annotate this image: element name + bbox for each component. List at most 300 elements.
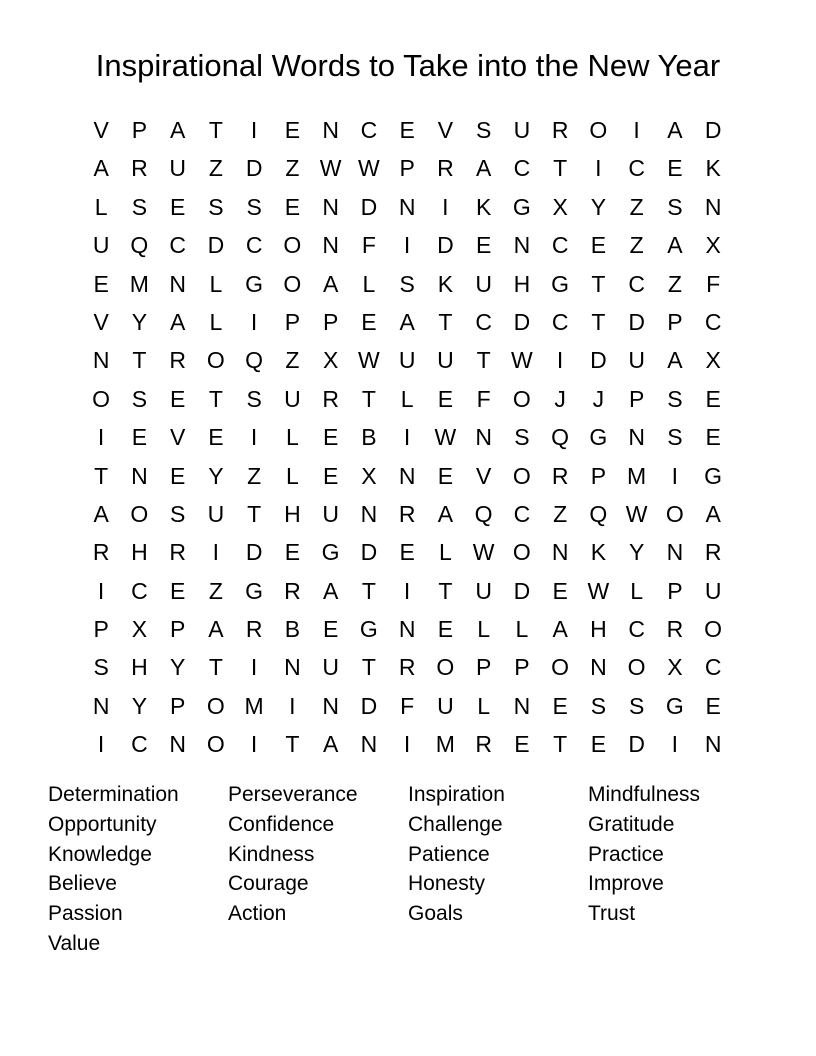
grid-letter[interactable]: X bbox=[552, 193, 568, 220]
grid-letter[interactable]: I bbox=[97, 577, 105, 604]
grid-letter[interactable]: A bbox=[705, 500, 721, 527]
grid-letter[interactable]: T bbox=[208, 117, 223, 143]
puzzle-title: Inspirational Words to Take into the New Year bbox=[95, 48, 721, 83]
grid-letter[interactable]: T bbox=[438, 577, 453, 604]
grid-letter[interactable]: N bbox=[169, 270, 186, 297]
grid-letter[interactable]: G bbox=[245, 270, 264, 297]
grid-letter[interactable]: M bbox=[435, 731, 455, 758]
grid-letter[interactable]: G bbox=[665, 692, 684, 719]
grid-letter[interactable]: S bbox=[169, 500, 186, 527]
grid-letter[interactable]: A bbox=[93, 155, 109, 182]
grid-letter[interactable]: R bbox=[666, 616, 684, 643]
word-list bbox=[48, 780, 768, 959]
grid-letter[interactable]: E bbox=[514, 731, 530, 758]
grid-letter[interactable]: E bbox=[475, 232, 492, 259]
grid-letter[interactable]: R bbox=[245, 616, 263, 643]
grid-letter[interactable]: Q bbox=[551, 424, 570, 451]
grid-letter[interactable]: Y bbox=[628, 539, 645, 566]
grid-letter[interactable]: E bbox=[399, 539, 415, 566]
grid-letter[interactable]: Y bbox=[208, 462, 224, 489]
grid-letter[interactable]: Z bbox=[208, 155, 223, 182]
grid-letter[interactable]: A bbox=[322, 270, 339, 297]
grid-letter[interactable]: P bbox=[284, 308, 301, 335]
grid-letter[interactable]: R bbox=[169, 347, 186, 374]
grid-letter[interactable]: C bbox=[704, 308, 722, 335]
grid-letter[interactable]: E bbox=[322, 616, 339, 643]
grid-letter[interactable]: W bbox=[319, 155, 342, 182]
grid-letter[interactable]: G bbox=[321, 539, 340, 566]
grid-letter[interactable]: T bbox=[361, 385, 376, 412]
grid-letter[interactable]: C bbox=[628, 155, 645, 182]
grid-letter[interactable]: W bbox=[358, 347, 380, 374]
grid-letter[interactable]: O bbox=[704, 616, 723, 643]
grid-letter[interactable]: A bbox=[399, 308, 415, 335]
grid-letter[interactable]: C bbox=[131, 731, 148, 758]
grid-letter[interactable]: S bbox=[131, 193, 148, 220]
grid-letter[interactable]: S bbox=[667, 385, 683, 412]
grid-letter[interactable]: O bbox=[92, 385, 111, 412]
grid-letter[interactable]: F bbox=[706, 270, 721, 297]
grid-letter[interactable]: O bbox=[551, 654, 570, 681]
grid-letter[interactable]: L bbox=[515, 616, 529, 643]
grid-letter[interactable]: D bbox=[360, 539, 378, 566]
grid-letter[interactable]: L bbox=[630, 577, 644, 604]
grid-letter[interactable]: C bbox=[704, 654, 722, 681]
grid-letter[interactable]: T bbox=[132, 347, 147, 374]
grid-letter[interactable]: U bbox=[284, 385, 301, 412]
grid-letter[interactable]: S bbox=[667, 424, 683, 451]
grid-letter[interactable]: O bbox=[206, 731, 225, 758]
grid-letter[interactable]: O bbox=[589, 117, 608, 143]
grid-letter[interactable]: C bbox=[169, 232, 186, 259]
grid-letter[interactable]: C bbox=[551, 308, 569, 335]
grid-letter[interactable]: A bbox=[475, 155, 492, 182]
grid-letter[interactable]: T bbox=[361, 654, 376, 681]
grid-letter[interactable]: A bbox=[169, 117, 186, 143]
grid-letter[interactable]: R bbox=[169, 539, 186, 566]
grid-letter[interactable]: E bbox=[590, 731, 607, 758]
grid-letter[interactable]: I bbox=[250, 654, 258, 681]
grid-letter[interactable]: R bbox=[322, 385, 339, 412]
grid-letter[interactable]: T bbox=[285, 731, 300, 758]
grid-letter[interactable]: D bbox=[628, 308, 645, 335]
grid-letter[interactable]: N bbox=[398, 616, 416, 643]
grid-letter[interactable]: V bbox=[437, 117, 454, 143]
grid-letter[interactable]: K bbox=[475, 193, 492, 220]
grid-letter[interactable]: Q bbox=[130, 232, 149, 259]
grid-letter[interactable]: I bbox=[403, 232, 411, 259]
grid-letter[interactable]: T bbox=[476, 347, 491, 374]
grid-letter[interactable]: V bbox=[93, 117, 109, 143]
grid-letter[interactable]: N bbox=[551, 539, 569, 566]
grid-letter[interactable]: T bbox=[208, 654, 223, 681]
grid-letter[interactable]: I bbox=[250, 424, 258, 451]
grid-letter[interactable]: S bbox=[628, 692, 645, 719]
grid-letter[interactable]: E bbox=[437, 385, 454, 412]
grid-letter[interactable]: T bbox=[553, 731, 568, 758]
grid-letter[interactable]: N bbox=[475, 424, 492, 451]
grid-letter[interactable]: S bbox=[131, 385, 148, 412]
grid-letter[interactable]: K bbox=[437, 270, 454, 297]
word-list-item: Gratitude bbox=[588, 812, 675, 836]
grid-letter[interactable]: I bbox=[442, 193, 449, 220]
grid-letter[interactable]: E bbox=[552, 692, 568, 719]
grid-letter[interactable]: E bbox=[590, 232, 607, 259]
grid-letter[interactable]: D bbox=[245, 155, 263, 182]
grid-letter[interactable]: R bbox=[284, 577, 301, 604]
grid-letter[interactable]: O bbox=[627, 654, 646, 681]
grid-letter[interactable]: U bbox=[437, 347, 454, 374]
grid-letter[interactable]: W bbox=[434, 424, 457, 451]
grid-letter[interactable]: L bbox=[400, 385, 414, 412]
grid-letter[interactable]: S bbox=[246, 385, 262, 412]
grid-letter[interactable]: O bbox=[283, 270, 302, 297]
grid-letter[interactable]: P bbox=[399, 155, 415, 182]
grid-letter[interactable]: N bbox=[360, 731, 378, 758]
grid-letter[interactable]: K bbox=[705, 155, 721, 182]
grid-letter[interactable]: R bbox=[398, 654, 416, 681]
grid-letter[interactable]: E bbox=[131, 424, 148, 451]
grid-letter[interactable]: G bbox=[589, 424, 608, 451]
grid-letter[interactable]: F bbox=[400, 692, 415, 719]
grid-letter[interactable]: P bbox=[169, 616, 186, 643]
grid-letter[interactable]: I bbox=[403, 577, 411, 604]
grid-letter[interactable]: E bbox=[322, 424, 339, 451]
grid-letter[interactable]: S bbox=[399, 270, 415, 297]
grid-letter[interactable]: U bbox=[398, 347, 416, 374]
grid-letter[interactable]: A bbox=[437, 500, 454, 527]
grid-letter[interactable]: E bbox=[437, 616, 454, 643]
grid-letter[interactable]: L bbox=[477, 692, 491, 719]
grid-letter[interactable]: W bbox=[472, 539, 495, 566]
grid-letter[interactable]: H bbox=[513, 270, 531, 297]
grid-letter[interactable]: N bbox=[92, 692, 110, 719]
grid-letter[interactable]: E bbox=[437, 462, 454, 489]
grid-letter[interactable]: I bbox=[250, 731, 258, 758]
grid-letter[interactable]: I bbox=[250, 117, 258, 143]
grid-letter[interactable]: U bbox=[475, 577, 492, 604]
grid-letter[interactable]: M bbox=[129, 270, 149, 297]
grid-letter[interactable]: N bbox=[590, 654, 607, 681]
word-list-item: Trust bbox=[588, 902, 636, 926]
grid-letter[interactable]: N bbox=[322, 117, 339, 143]
grid-letter[interactable]: R bbox=[92, 539, 110, 566]
grid-letter[interactable]: C bbox=[513, 155, 531, 182]
grid-letter[interactable]: Q bbox=[589, 500, 608, 527]
grid-letter[interactable]: L bbox=[362, 270, 376, 297]
grid-letter[interactable]: E bbox=[361, 308, 377, 335]
grid-letter[interactable]: N bbox=[322, 193, 339, 220]
grid-letter[interactable]: O bbox=[436, 654, 455, 681]
grid-letter[interactable]: P bbox=[667, 577, 683, 604]
grid-letter[interactable]: O bbox=[512, 385, 531, 412]
grid-letter[interactable]: A bbox=[667, 232, 683, 259]
grid-letter[interactable]: I bbox=[403, 731, 411, 758]
grid-letter[interactable]: U bbox=[92, 232, 110, 259]
word-list-item: Opportunity bbox=[48, 812, 157, 836]
grid-letter[interactable]: C bbox=[513, 500, 531, 527]
grid-letter[interactable]: P bbox=[131, 117, 148, 143]
grid-letter[interactable]: R bbox=[437, 155, 454, 182]
grid-letter[interactable]: P bbox=[514, 654, 530, 681]
grid-letter[interactable]: R bbox=[398, 500, 416, 527]
grid-letter[interactable]: N bbox=[398, 193, 416, 220]
grid-letter[interactable]: G bbox=[512, 193, 531, 220]
grid-letter[interactable]: P bbox=[322, 308, 339, 335]
grid-letter[interactable]: U bbox=[704, 577, 722, 604]
grid-letter[interactable]: L bbox=[285, 462, 299, 489]
grid-letter[interactable]: C bbox=[628, 616, 645, 643]
grid-letter[interactable]: D bbox=[628, 731, 645, 758]
grid-letter[interactable]: X bbox=[705, 347, 721, 374]
grid-letter[interactable]: N bbox=[92, 347, 110, 374]
grid-letter[interactable]: D bbox=[513, 577, 531, 604]
word-list-item: Confidence bbox=[228, 812, 335, 836]
grid-letter[interactable]: R bbox=[131, 155, 148, 182]
grid-letter[interactable]: L bbox=[209, 270, 223, 297]
grid-letter[interactable]: J bbox=[592, 385, 605, 412]
grid-letter[interactable]: D bbox=[704, 117, 722, 143]
grid-letter[interactable]: F bbox=[476, 385, 491, 412]
grid-letter[interactable]: T bbox=[247, 500, 262, 527]
grid-letter[interactable]: H bbox=[131, 539, 148, 566]
grid-letter[interactable]: N bbox=[398, 462, 416, 489]
grid-letter[interactable]: E bbox=[93, 270, 109, 297]
grid-letter[interactable]: U bbox=[437, 692, 454, 719]
grid-letter[interactable]: D bbox=[437, 232, 454, 259]
grid-letter[interactable]: O bbox=[130, 500, 149, 527]
grid-letter[interactable]: S bbox=[590, 692, 607, 719]
grid-letter[interactable]: P bbox=[169, 692, 186, 719]
grid-letter[interactable]: I bbox=[250, 308, 258, 335]
grid-letter[interactable]: U bbox=[475, 270, 492, 297]
grid-letter[interactable]: E bbox=[705, 385, 721, 412]
grid-letter[interactable]: Z bbox=[285, 155, 300, 182]
grid-letter[interactable]: X bbox=[705, 232, 721, 259]
grid-letter[interactable]: G bbox=[359, 616, 378, 643]
grid-letter[interactable]: O bbox=[283, 232, 302, 259]
grid-letter[interactable]: Z bbox=[629, 193, 644, 220]
grid-letter[interactable]: R bbox=[551, 117, 569, 143]
grid-letter[interactable]: Y bbox=[590, 193, 607, 220]
grid-letter[interactable]: U bbox=[628, 347, 645, 374]
grid-letter[interactable]: L bbox=[94, 193, 108, 220]
grid-letter[interactable]: E bbox=[169, 385, 186, 412]
grid-letter[interactable]: E bbox=[322, 462, 339, 489]
grid-letter[interactable]: G bbox=[551, 270, 570, 297]
grid-letter[interactable]: P bbox=[475, 654, 492, 681]
grid-letter[interactable]: Z bbox=[285, 347, 300, 374]
grid-letter[interactable]: D bbox=[590, 347, 607, 374]
grid-letter[interactable]: T bbox=[94, 462, 109, 489]
grid-letter[interactable]: A bbox=[93, 500, 109, 527]
grid-letter[interactable]: B bbox=[284, 616, 301, 643]
grid-letter[interactable]: N bbox=[704, 193, 722, 220]
grid-letter[interactable]: P bbox=[93, 616, 109, 643]
grid-letter[interactable]: W bbox=[511, 347, 533, 374]
grid-letter[interactable]: C bbox=[360, 117, 378, 143]
grid-letter[interactable]: O bbox=[206, 692, 225, 719]
word-list-item: Improve bbox=[588, 872, 664, 896]
grid-letter[interactable]: E bbox=[169, 193, 186, 220]
grid-letter[interactable]: I bbox=[633, 117, 640, 143]
grid-letter[interactable]: N bbox=[628, 424, 645, 451]
grid-letter[interactable]: U bbox=[513, 117, 531, 143]
grid-letter[interactable]: X bbox=[361, 462, 377, 489]
grid-letter[interactable]: X bbox=[131, 616, 148, 643]
grid-letter[interactable]: E bbox=[667, 155, 683, 182]
grid-letter[interactable]: Y bbox=[169, 654, 186, 681]
grid-letter[interactable]: Z bbox=[629, 232, 644, 259]
grid-letter[interactable]: T bbox=[591, 270, 606, 297]
grid-letter[interactable]: D bbox=[360, 692, 378, 719]
grid-letter[interactable]: W bbox=[587, 577, 610, 604]
grid-letter[interactable]: Z bbox=[247, 462, 262, 489]
grid-letter[interactable]: T bbox=[591, 308, 606, 335]
grid-letter[interactable]: T bbox=[553, 155, 568, 182]
grid-letter[interactable]: L bbox=[209, 308, 223, 335]
grid-letter[interactable]: I bbox=[212, 539, 220, 566]
grid-letter[interactable]: S bbox=[667, 193, 683, 220]
grid-letter[interactable]: P bbox=[667, 308, 683, 335]
grid-letter[interactable]: O bbox=[665, 500, 684, 527]
grid-letter[interactable]: L bbox=[285, 424, 299, 451]
grid-letter[interactable]: X bbox=[667, 654, 683, 681]
grid-letter[interactable]: S bbox=[514, 424, 530, 451]
grid-letter[interactable]: E bbox=[284, 117, 301, 143]
grid-letter[interactable]: O bbox=[512, 462, 531, 489]
grid-letter[interactable]: L bbox=[477, 616, 491, 643]
grid-letter[interactable]: C bbox=[131, 577, 148, 604]
grid-letter[interactable]: Y bbox=[131, 692, 148, 719]
grid-letter[interactable]: Z bbox=[208, 577, 223, 604]
grid-letter[interactable]: I bbox=[671, 462, 679, 489]
grid-letter[interactable]: N bbox=[131, 462, 148, 489]
grid-letter[interactable]: X bbox=[322, 347, 339, 374]
grid-letter[interactable]: E bbox=[705, 692, 721, 719]
grid-letter[interactable]: K bbox=[590, 539, 607, 566]
grid-letter[interactable]: I bbox=[671, 731, 679, 758]
grid-letter[interactable]: N bbox=[322, 692, 339, 719]
grid-letter[interactable]: N bbox=[513, 692, 531, 719]
grid-letter[interactable]: H bbox=[131, 654, 148, 681]
grid-letter[interactable]: S bbox=[93, 654, 109, 681]
grid-letter[interactable]: Z bbox=[667, 270, 682, 297]
grid-letter[interactable]: R bbox=[475, 731, 492, 758]
grid-letter[interactable]: C bbox=[551, 232, 569, 259]
grid-letter[interactable]: G bbox=[245, 577, 264, 604]
grid-letter[interactable]: I bbox=[97, 424, 105, 451]
grid-letter[interactable]: D bbox=[245, 539, 263, 566]
grid-letter[interactable]: B bbox=[361, 424, 377, 451]
grid-letter[interactable]: A bbox=[169, 308, 186, 335]
grid-letter[interactable]: T bbox=[438, 308, 453, 335]
grid-letter[interactable]: U bbox=[322, 500, 339, 527]
grid-letter[interactable]: D bbox=[360, 193, 378, 220]
grid-letter[interactable]: M bbox=[244, 692, 264, 719]
grid-letter[interactable]: E bbox=[705, 424, 721, 451]
grid-letter[interactable]: F bbox=[361, 232, 376, 259]
grid-letter[interactable]: S bbox=[475, 117, 492, 143]
grid-letter[interactable]: C bbox=[475, 308, 492, 335]
grid-letter[interactable]: E bbox=[284, 539, 301, 566]
grid-letter[interactable]: A bbox=[208, 616, 224, 643]
grid-letter[interactable]: A bbox=[667, 117, 683, 143]
grid-letter[interactable]: Y bbox=[131, 308, 148, 335]
grid-letter[interactable]: R bbox=[704, 539, 722, 566]
grid-letter[interactable]: L bbox=[438, 539, 452, 566]
grid-letter[interactable]: D bbox=[207, 232, 225, 259]
grid-letter[interactable]: H bbox=[284, 500, 301, 527]
grid-letter[interactable]: I bbox=[595, 155, 602, 182]
grid-letter[interactable]: N bbox=[322, 232, 339, 259]
grid-letter[interactable]: I bbox=[556, 347, 564, 374]
grid-letter[interactable]: N bbox=[169, 731, 186, 758]
letter-grid bbox=[82, 111, 732, 764]
grid-letter[interactable]: G bbox=[704, 462, 723, 489]
word-list-item: Inspiration bbox=[408, 783, 505, 806]
grid-letter[interactable]: A bbox=[322, 731, 339, 758]
grid-letter[interactable]: E bbox=[169, 462, 186, 489]
grid-letter[interactable]: E bbox=[169, 577, 186, 604]
grid-letter[interactable]: S bbox=[208, 193, 224, 220]
grid-letter[interactable]: V bbox=[475, 462, 492, 489]
grid-letter[interactable]: A bbox=[667, 347, 683, 374]
grid-letter[interactable]: U bbox=[207, 500, 225, 527]
grid-letter[interactable]: P bbox=[590, 462, 607, 489]
grid-letter[interactable]: U bbox=[169, 155, 186, 182]
grid-letter[interactable]: I bbox=[403, 424, 411, 451]
grid-letter[interactable]: T bbox=[361, 577, 376, 604]
grid-letter[interactable]: P bbox=[628, 385, 645, 412]
grid-letter[interactable]: W bbox=[625, 500, 648, 527]
grid-letter[interactable]: S bbox=[246, 193, 262, 220]
grid-letter[interactable]: E bbox=[208, 424, 224, 451]
grid-letter[interactable]: W bbox=[358, 155, 380, 182]
grid-letter[interactable]: C bbox=[245, 232, 263, 259]
grid-letter[interactable]: D bbox=[513, 308, 531, 335]
word-list-item: Knowledge bbox=[48, 842, 152, 866]
grid-letter[interactable]: J bbox=[554, 385, 566, 412]
grid-letter[interactable]: O bbox=[512, 539, 531, 566]
grid-letter[interactable]: E bbox=[284, 193, 301, 220]
grid-letter[interactable]: I bbox=[97, 731, 105, 758]
grid-letter[interactable]: C bbox=[628, 270, 645, 297]
grid-letter[interactable]: Q bbox=[245, 347, 264, 374]
grid-letter[interactable]: T bbox=[208, 385, 223, 412]
grid-letter[interactable]: U bbox=[322, 654, 339, 681]
grid-letter[interactable]: N bbox=[704, 731, 722, 758]
grid-letter[interactable]: E bbox=[552, 577, 568, 604]
grid-letter[interactable]: V bbox=[93, 308, 109, 335]
grid-letter[interactable]: E bbox=[399, 117, 415, 143]
grid-letter[interactable]: N bbox=[284, 654, 301, 681]
grid-letter[interactable]: Z bbox=[553, 500, 568, 527]
grid-letter[interactable]: Q bbox=[474, 500, 493, 527]
grid-letter[interactable]: A bbox=[322, 577, 339, 604]
grid-letter[interactable]: N bbox=[360, 500, 378, 527]
grid-letter[interactable]: M bbox=[627, 462, 647, 489]
grid-letter[interactable]: R bbox=[551, 462, 569, 489]
word-list-item: Goals bbox=[408, 902, 463, 926]
grid-letter[interactable]: A bbox=[552, 616, 568, 643]
grid-letter[interactable]: V bbox=[169, 424, 186, 451]
grid-letter[interactable]: O bbox=[206, 347, 225, 374]
grid-letter[interactable]: I bbox=[289, 692, 296, 719]
grid-letter[interactable]: N bbox=[666, 539, 684, 566]
grid-letter[interactable]: N bbox=[513, 232, 531, 259]
grid-letter[interactable]: H bbox=[590, 616, 607, 643]
